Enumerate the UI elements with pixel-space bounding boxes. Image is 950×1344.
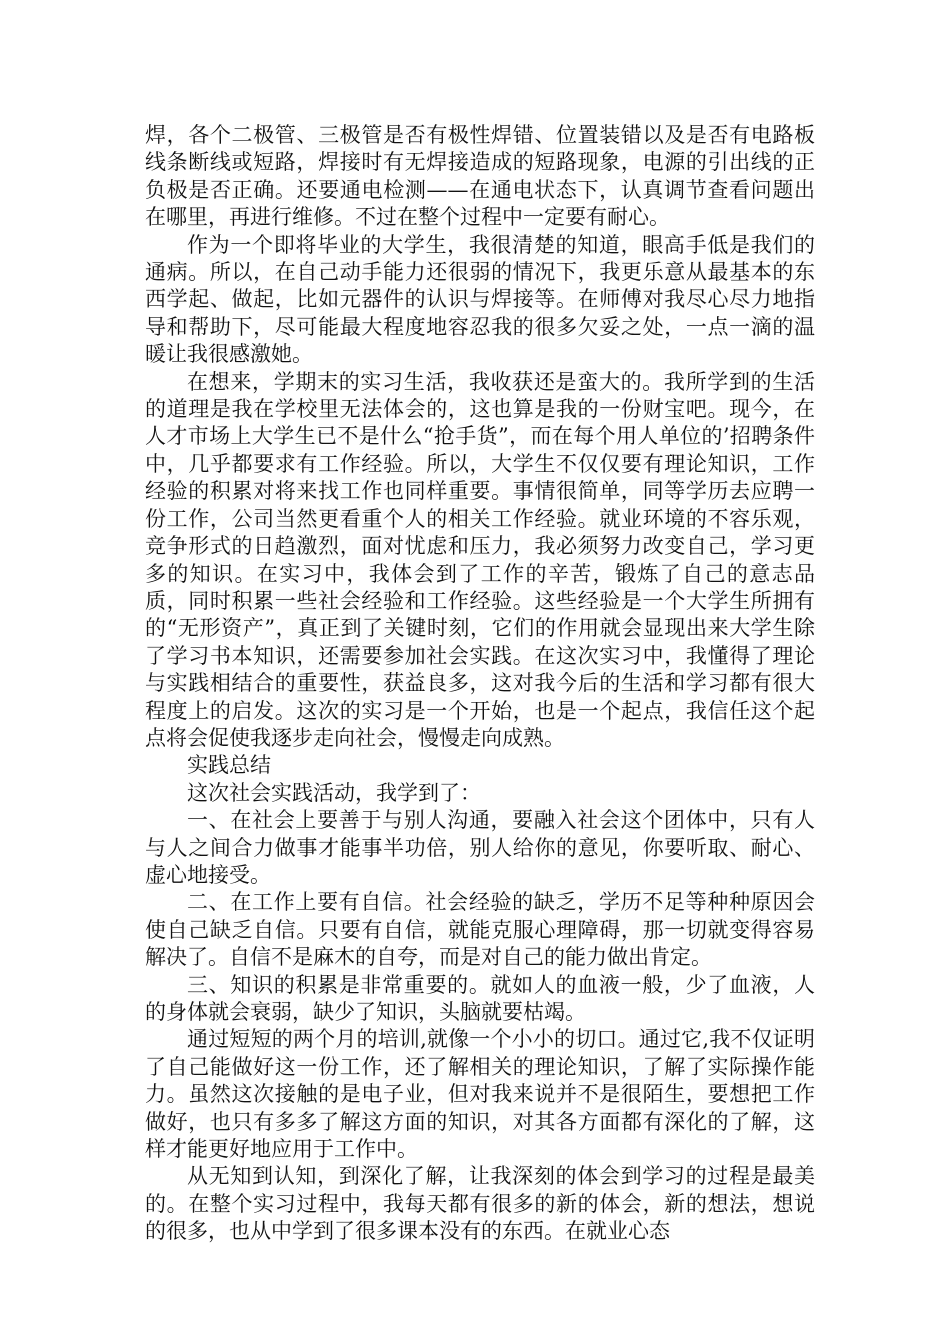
document-page	[145, 122, 815, 1246]
paragraph-training: 通过短短的两个月的培训,就像一个小小的切口。通过它,我不仅证明了自己能做好这一份工作，还了解相关的理论知识，了解了实际操作能力。虽然这次接触的是电子业，但对我来说并不是很陌生，要想把工作做好，也只有多多了解这方面的知识，对其各方面都有深化的了解，这样才能更好地应用于工作中。	[145, 1027, 815, 1162]
paragraph-learning-process: 从无知到认知，到深化了解，让我深刻的体会到学习的过程是最美的。在整个实习过程中，我每天都有很多的新的体会，新的想法，想说的很多，也从中学到了很多课本没有的东西。在就业心态	[145, 1164, 815, 1244]
list-item-knowledge: 三、知识的积累是非常重要的。就如人的血液一般，少了血液，人的身体就会衰弱，缺少了知识，头脑就要枯竭。	[145, 972, 815, 1024]
paragraph-continuation: 焊，各个二极管、三极管是否有极性焊错、位置装错以及是否有电路板线条断线或短路，焊接时有无焊接造成的短路现象，电源的引出线的正负极是否正确。还要通电检测——在通电状态下，认真调节查看问题出在哪里，再进行维修。不过在整个过程中一定要有耐心。	[145, 123, 815, 230]
paragraph-intro-learned: 这次社会实践活动，我学到了：	[187, 780, 481, 805]
paragraph-internship-harvest: 在想来，学期末的实习生活，我收获还是蛮大的。我所学到的生活的道理是我在学校里无法体会的，这也算是我的一份财宝吧。现今，在人才市场上大学生已不是什么“抢手货”，而在每个用人单位的’招聘条件中，几乎都要求有工作经验。所以，大学生不仅仅要有理论知识，工作经验的积累对将来找工作也同样重要。事情很简单，同等学历去应聘一份工作，公司当然更看重个人的相关工作经验。就业环境的不容乐观，竞争形式的日趋激烈，面对忧虑和压力，我必须努力改变自己，学习更多的知识。在实习中，我体会到了工作的辛苦，锻炼了自己的意志品质，同时积累一些社会经验和工作经验。这些经验是一个大学生所拥有的“无形资产”，真正到了关键时刻，它们的作用就会显现出来大学生除了学习书本知识，还需要参加社会实践。在这次实习中，我懂得了理论与实践相结合的重要性，获益良多，这对我今后的生活和学习都有很大程度上的启发。这次的实习是一个开始，也是一个起点，我信任这个起点将会促使我逐步走向社会，慢慢走向成熟。	[145, 369, 815, 750]
list-item-confidence: 二、在工作上要有自信。社会经验的缺乏，学历不足等种种原因会使自己缺乏自信。只要有自信，就能克服心理障碍，那一切就变得容易解决了。自信不是麻木的自夸，而是对自己的能力做出肯定。	[145, 890, 815, 970]
section-heading-practice-summary: 实践总结	[187, 753, 271, 778]
paragraph-graduate: 作为一个即将毕业的大学生，我很清楚的知道，眼高手低是我们的通病。所以，在自己动手能力还很弱的情况下，我更乐意从最基本的东西学起、做起，比如元器件的认识与焊接等。在师傅对我尽心尽力地指导和帮助下，尽可能最大程度地容忍我的很多欠妥之处，一点一滴的温暖让我很感激她。	[145, 232, 815, 367]
list-item-communication: 一、在社会上要善于与别人沟通，要融入社会这个团体中，只有人与人之间合力做事才能事半功倍，别人给你的意见，你要听取、耐心、虚心地接受。	[145, 808, 815, 887]
